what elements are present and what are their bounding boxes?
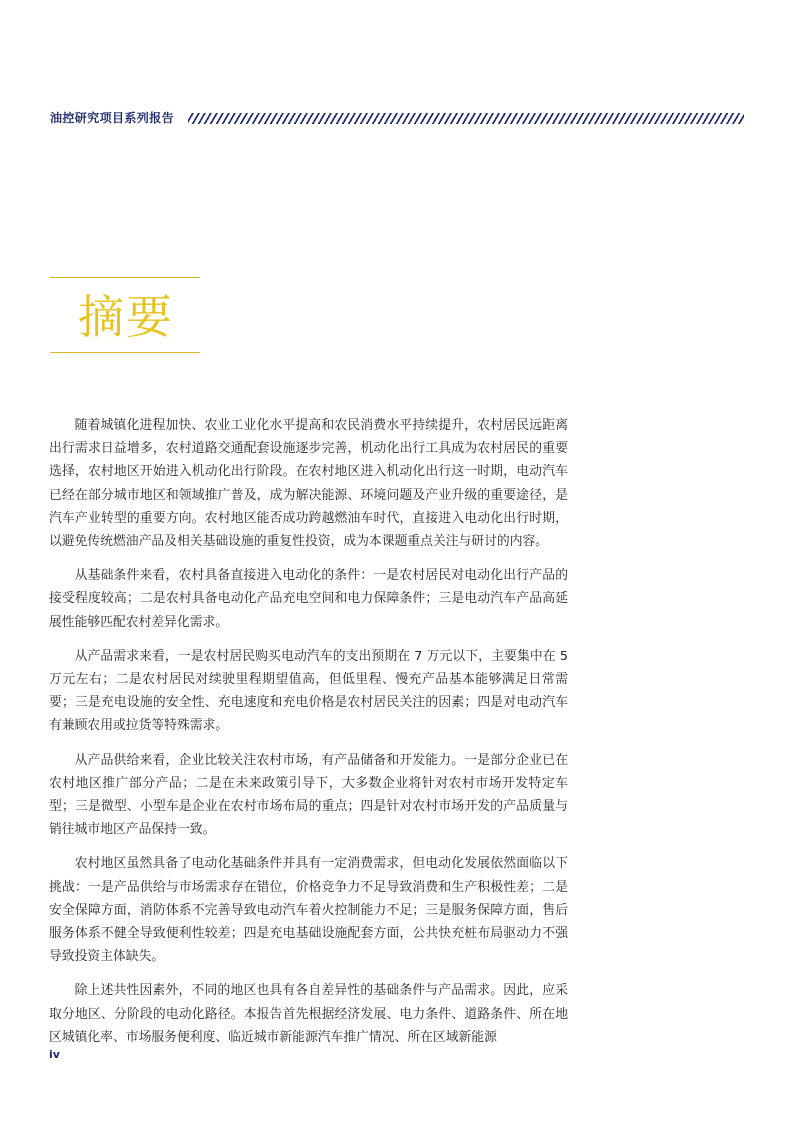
paragraph: 从产品供给来看，企业比较关注农村市场，有产品储备和开发能力。一是部分企业已在农村地区推广部分产品；二是在未来政策引导下，大多数企业将针对农村市场开发特定车型；三是微型、小型车是企业在农村市场布局的重点；四是针对农村市场开发的产品质量与销往城市地区产品保持一致。 bbox=[49, 752, 568, 838]
section-title: 摘要 bbox=[78, 290, 174, 344]
paragraph: 随着城镇化进程加快、农业工业化水平提高和农民消费水平持续提升，农村居民远距离出行需求日益增多，农村道路交通配套设施逐步完善，机动化出行工具成为农村居民的重要选择，农村地区开始进入机动化出行阶段。在农村地区进入机动化出行这一时期，电动汽车已经在部分城市地区和领域推广普及，成为解决能源、环境问题及产业升级的重要途径，是汽车产业转型的重要方向。农村地区能否成功跨越燃油车时代，直接进入电动化出行时期，以避免传统燃油产品及相关基础设施的重复性投资，成为本课题重点关注与研讨的内容。 bbox=[49, 418, 568, 550]
paragraph: 农村地区虽然具备了电动化基础条件并具有一定消费需求，但电动化发展依然面临以下挑战：一是产品供给与市场需求存在错位，价格竞争力不足导致消费和生产积极性差；二是安全保障方面，消防体系不完善导致电动汽车着火控制能力不足；三是服务保障方面，售后服务体系不健全导致便利性较差；四是充电基础设施配套方面，公共快充桩布局驱动力不强导致投资主体缺失。 bbox=[49, 856, 568, 965]
title-rule-top bbox=[50, 277, 200, 278]
body-text bbox=[49, 414, 568, 1060]
series-header: 油控研究项目系列报告 bbox=[50, 111, 175, 125]
paragraph: 从基础条件来看，农村具备直接进入电动化的条件：一是农村居民对电动化出行产品的接受程度较高；二是农村具备电动化产品充电空间和电力保障条件；三是电动汽车产品高延展性能够匹配农村差异化需求。 bbox=[49, 568, 568, 630]
title-rule-bottom bbox=[50, 352, 200, 353]
paragraph: 除上述共性因素外，不同的地区也具有各自差异性的基础条件与产品需求。因此，应采取分地区、分阶段的电动化路径。本报告首先根据经济发展、电力条件、道路条件、所在地区城镇化率、市场服务便利度、临近城市新能源汽车推广情况、所在区域新能源 bbox=[49, 983, 568, 1045]
paragraph: 从产品需求来看，一是农村居民购买电动汽车的支出预期在 7 万元以下，主要集中在 5 万元左右；二是农村居民对续驶里程期望值高，但低里程、慢充产品基本能够满足日常需要；三是充电设施的安全性、充电速度和充电价格是农村居民关注的因素；四是对电动汽车有兼顾农用或拉货等特殊需求。 bbox=[49, 648, 568, 734]
hatch-divider bbox=[188, 113, 744, 124]
page-number: iv bbox=[49, 1048, 60, 1061]
